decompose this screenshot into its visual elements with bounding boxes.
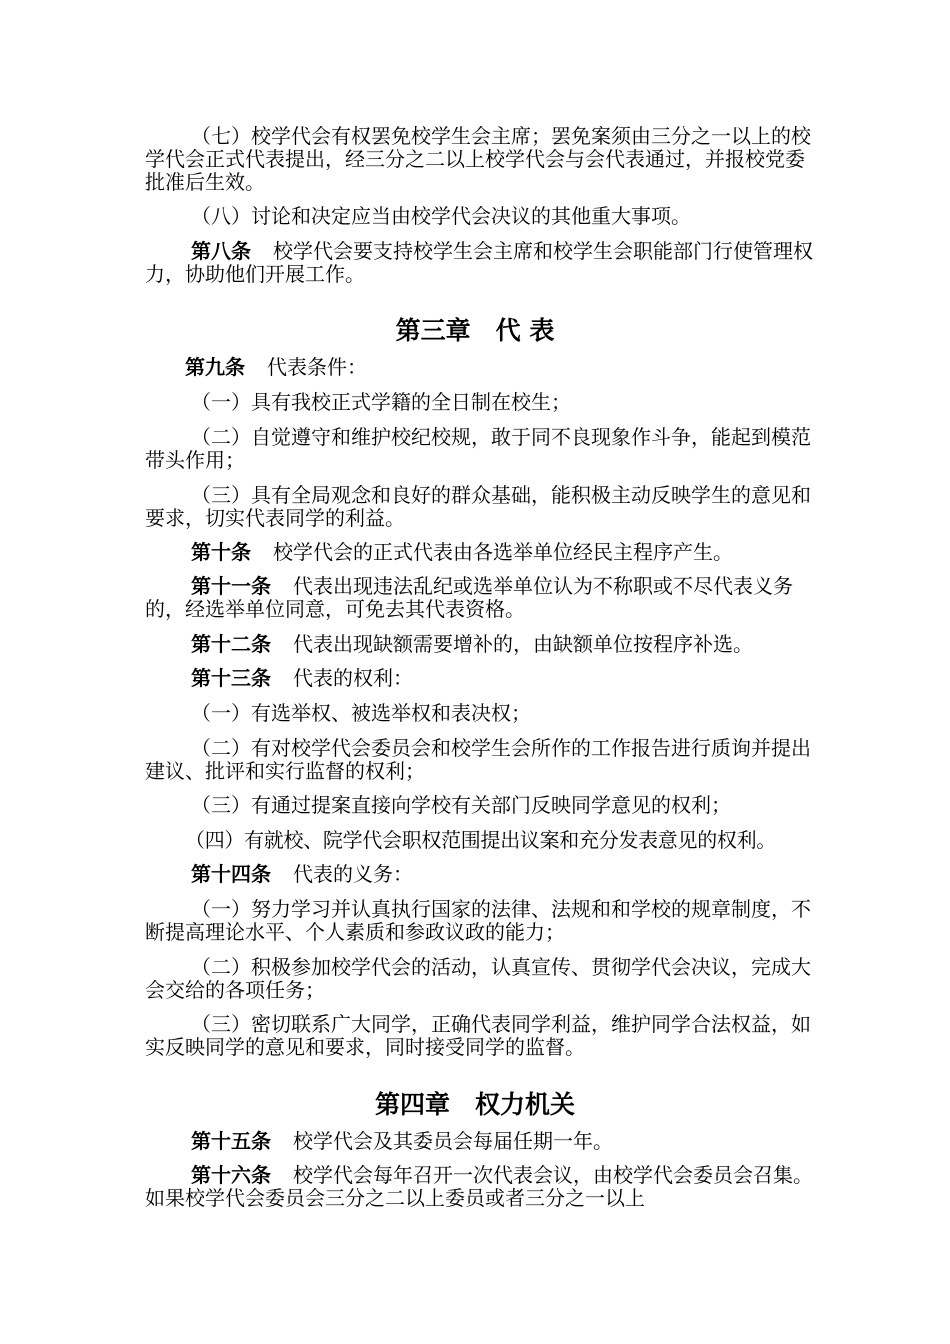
paragraph-item-7: （七）校学代会有权罢免校学生会主席；罢免案须由三分之一以上的校学代会正式代表提出，经三分之二以上校学代会与会代表通过，并报校党委批准后生效。 bbox=[145, 124, 811, 194]
article-14: 第十四条 代表的义务： bbox=[191, 862, 413, 886]
article-13: 第十三条 代表的权利： bbox=[191, 666, 413, 690]
chapter-4-heading: 第四章 权力机关 bbox=[374, 1090, 575, 1119]
duty-item-2: （二）积极参加校学代会的活动，认真宣传、贯彻学代会决议，完成大会交给的各项任务； bbox=[145, 955, 811, 1002]
article-8: 第八条 校学代会要支持校学生会主席和校学生会职能部门行使管理权力，协助他们开展工作。 bbox=[145, 239, 813, 286]
duty-item-1: （一）努力学习并认真执行国家的法律、法规和和学校的规章制度，不断提高理论水平、个人素质和参政议政的能力； bbox=[145, 897, 811, 944]
duty-item-3: （三）密切联系广大同学，正确代表同学利益，维护同学合法权益，如实反映同学的意见和要求，同时接受同学的监督。 bbox=[145, 1012, 811, 1059]
article-9: 第九条 代表条件： bbox=[185, 355, 367, 379]
article-11: 第十一条 代表出现违法乱纪或选举单位认为不称职或不尽代表义务的，经选举单位同意，可免去其代表资格。 bbox=[145, 574, 793, 621]
article-15: 第十五条 校学代会及其委员会每届任期一年。 bbox=[191, 1129, 613, 1153]
right-item-2: （二）有对校学代会委员会和校学生会所作的工作报告进行质询并提出建议、批评和实行监督的权利； bbox=[145, 736, 811, 783]
right-item-4: （四）有就校、院学代会职权范围提出议案和充分发表意见的权利。 bbox=[185, 828, 776, 852]
paragraph-item-8: （八）讨论和决定应当由校学代会决议的其他重大事项。 bbox=[191, 204, 691, 228]
right-item-1: （一）有选举权、被选举权和表决权； bbox=[191, 701, 531, 725]
article-16: 第十六条 校学代会每年召开一次代表会议，由校学代会委员会召集。如果校学代会委员会三分之二以上委员或者三分之一以上 bbox=[145, 1163, 813, 1210]
condition-item-3: （三）具有全局观念和良好的群众基础，能积极主动反映学生的意见和要求，切实代表同学的利益。 bbox=[145, 483, 811, 530]
right-item-3: （三）有通过提案直接向学校有关部门反映同学意见的权利； bbox=[191, 793, 731, 817]
chapter-3-heading: 第三章 代 表 bbox=[395, 316, 555, 345]
article-10: 第十条 校学代会的正式代表由各选举单位经民主程序产生。 bbox=[191, 540, 733, 564]
condition-item-2: （二）自觉遵守和维护校纪校规，敢于同不良现象作斗争，能起到模范带头作用； bbox=[145, 425, 811, 472]
article-12: 第十二条 代表出现缺额需要增补的，由缺额单位按程序补选。 bbox=[191, 632, 753, 656]
condition-item-1: （一）具有我校正式学籍的全日制在校生； bbox=[191, 390, 571, 414]
